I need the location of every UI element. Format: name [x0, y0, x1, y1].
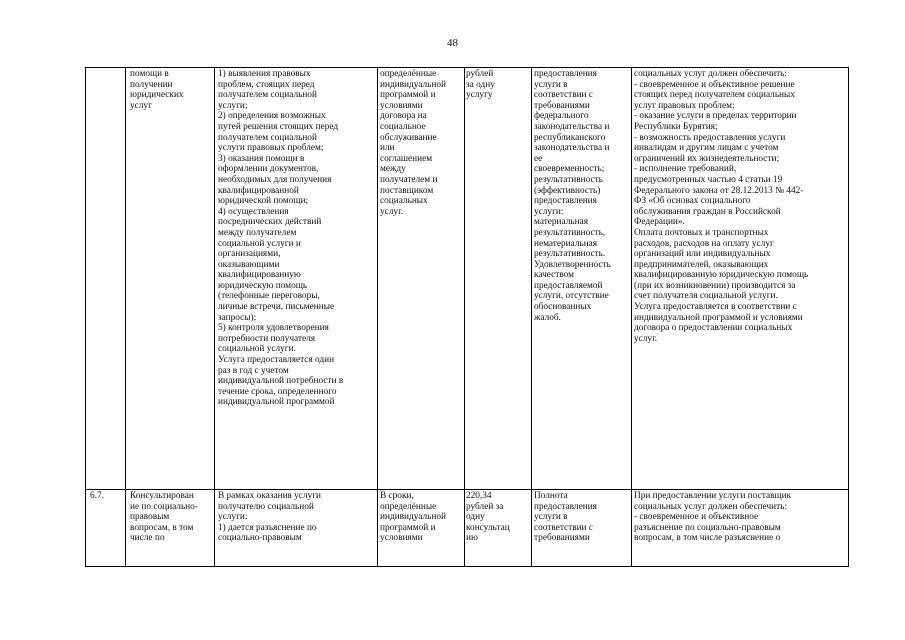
services-table	[85, 67, 849, 567]
cell-service-term: В сроки, определённые индивидуальной программой и условиями	[378, 490, 465, 567]
cell-service-content: 1) выявления правовых проблем, стоящих перед получателем социальной услуги; 2) определения возможных путей решения стоящих перед получателем социальной услуги правовых проблем; 3) оказания помощи в оформлении документов, необходимых для получения квалифицированной юридической помощи; 4) осуществления посреднических действий между получателем социальной услуги и организациями, оказывающими квалифицированную юридическую помощь (телефонные переговоры, личные встречи, письменные запросы); 5) контроля удовлетворения потребности получателя социальной услуги. Услуга предоставляется один раз в год с учетом индивидуальной потребности в течение срока, определенного индивидуальной программой	[215, 68, 378, 490]
cell-service-name: помощи в получении юридических услуг	[126, 68, 215, 490]
cell-service-name: Консультирован ие по социально- правовым вопросам, в том числе по	[126, 490, 215, 567]
cell-requirements: При предоставлении услуги поставщик социальных услуг должен обеспечить: - своевременное и объективное разъяснение по социально-правовым вопросам, в том числе разъяснение о	[632, 490, 849, 567]
cell-service-term: определённые индивидуальной программой и условиями договора на социальное обслуживание или соглашением между получателем и поставщиком социальных услуг.	[378, 68, 465, 490]
table-row	[86, 490, 849, 567]
cell-service-content: В рамках оказания услуги получателю социальной услуги: 1) дается разъяснение по социально-правовым	[215, 490, 378, 567]
page-number: 48	[447, 37, 458, 49]
cell-quality-indicators: предоставления услуги в соответствии с требованиями федерального законодательства и республиканского законодательства и ее своевременность; результативность (эффективность) предоставления услуги: материальная результативность, нематериальная результативность. Удовлетворенность качеством предоставляемой услуги, отсутствие обоснованных жалоб.	[532, 68, 632, 490]
cell-number: 6.7.	[86, 490, 126, 567]
table-row	[86, 68, 849, 490]
cell-number	[86, 68, 126, 490]
cell-quality-indicators: Полнота предоставления услуги в соответствии с требованиями	[532, 490, 632, 567]
cell-requirements: социальных услуг должен обеспечить: - своевременное и объективное решение стоящих перед получателем социальных услуг правовых проблем; - оказание услуги в пределах территории Республики Бурятия; - возможность предоставления услуги инвалидам и другим лицам с учетом ограничений их жизнедеятельности; - исполнение требований, предусмотренных частью 4 статьи 19 Федерального закона от 28.12.2013 № 442- ФЗ «Об основах социального обслуживания граждан в Российской Федерации». Оплата почтовых и транспортных расходов, расходов на оплату услуг организаций или индивидуальных предпринимателей, оказывающих квалифицированную юридическую помощь (при их возникновении) производится за счет получателя социальной услуги. Услуга предоставляется в соответствии с индивидуальной программой и условиями договора о предоставлении социальных услуг.	[632, 68, 849, 490]
cell-service-price: рублей за одну услугу	[465, 68, 532, 490]
cell-service-price: 220,34 рублей за одну консультац ию	[465, 490, 532, 567]
